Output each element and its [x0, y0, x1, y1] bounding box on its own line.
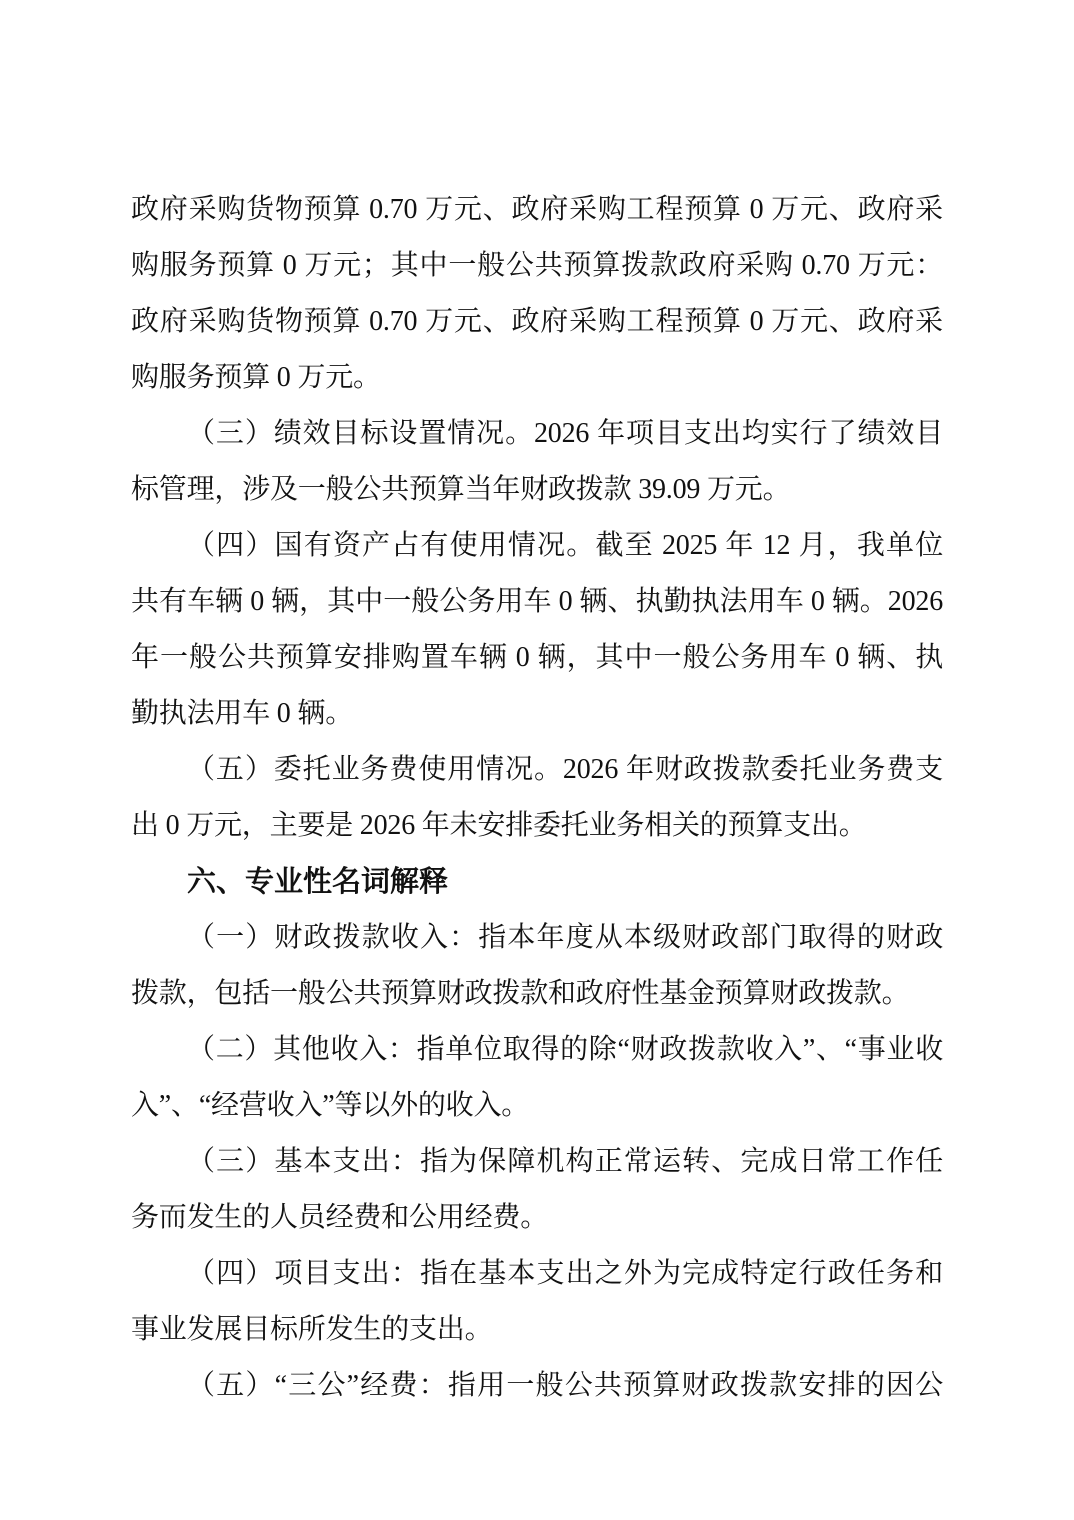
text-line: （一）财政拨款收入：指本年度从本级财政部门取得的财政	[187, 922, 943, 953]
text-line: （四）项目支出：指在基本支出之外为完成特定行政任务和	[187, 1258, 943, 1289]
text-line: 政府采购货物预算 0.70 万元、政府采购工程预算 0 万元、政府采	[131, 194, 943, 225]
section-heading: 六、专业性名词解释	[187, 866, 449, 898]
text-line: 购服务预算 0 万元；其中一般公共预算拨款政府采购 0.70 万元：	[131, 250, 943, 281]
text-line: （三）绩效目标设置情况。2026 年项目支出均实行了绩效目	[187, 418, 943, 449]
text-line: 勤执法用车 0 辆。	[131, 698, 354, 729]
text-line: （五）委托业务费使用情况。2026 年财政拨款委托业务费支	[187, 754, 943, 785]
text-line: 事业发展目标所发生的支出。	[131, 1314, 493, 1345]
text-line: 年一般公共预算安排购置车辆 0 辆，其中一般公务用车 0 辆、执	[131, 642, 943, 673]
text-line: 入”、“经营收入”等以外的收入。	[131, 1090, 530, 1121]
text-line: 拨款，包括一般公共预算财政拨款和政府性基金预算财政拨款。	[131, 978, 910, 1009]
text-line: （二）其他收入：指单位取得的除“财政拨款收入”、“事业收	[187, 1034, 943, 1065]
text-line: 出 0 万元，主要是 2026 年未安排委托业务相关的预算支出。	[131, 810, 867, 841]
document-body	[131, 182, 943, 1414]
text-line: （三）基本支出：指为保障机构正常运转、完成日常工作任	[187, 1146, 943, 1177]
text-line: 共有车辆 0 辆，其中一般公务用车 0 辆、执勤执法用车 0 辆。2026	[131, 586, 943, 617]
text-line: 务而发生的人员经费和公用经费。	[131, 1202, 549, 1233]
text-line: （四）国有资产占有使用情况。截至 2025 年 12 月，我单位	[187, 530, 943, 561]
text-line: （五）“三公”经费：指用一般公共预算财政拨款安排的因公	[187, 1370, 943, 1401]
text-line: 政府采购货物预算 0.70 万元、政府采购工程预算 0 万元、政府采	[131, 306, 943, 337]
text-line: 购服务预算 0 万元。	[131, 362, 381, 393]
text-line: 标管理，涉及一般公共预算当年财政拨款 39.09 万元。	[131, 474, 791, 505]
